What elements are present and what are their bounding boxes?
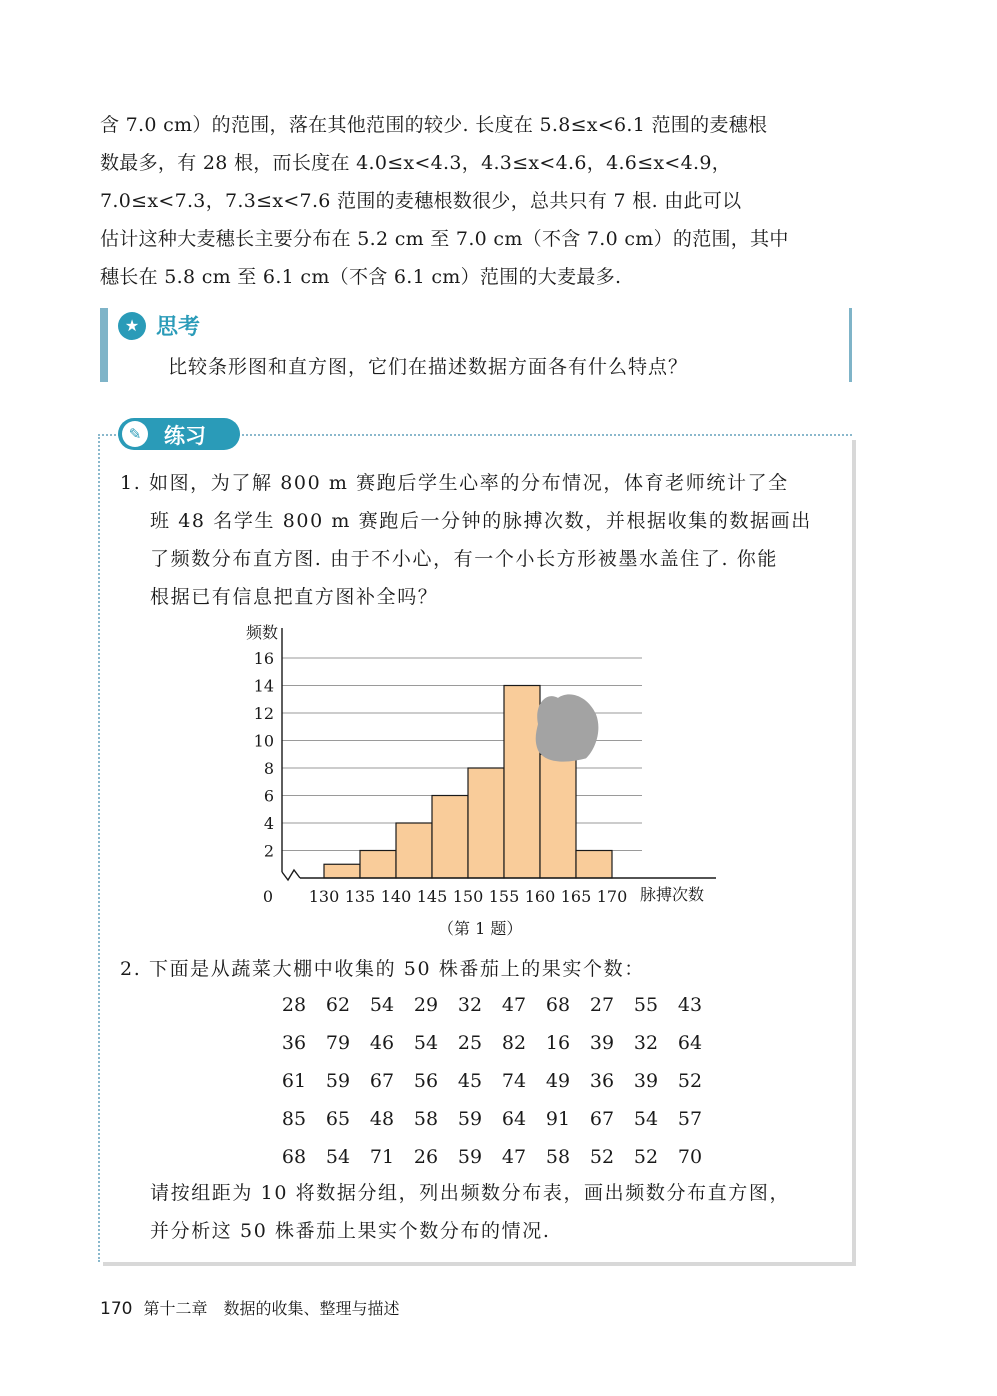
- y-tick-label: 10: [253, 731, 274, 751]
- paragraph-line: 数最多，有 28 根，而长度在 4.0≤x<4.3，4.3≤x<4.6，4.6≤x<4.9，: [100, 152, 732, 174]
- number-cell: 26: [413, 1146, 439, 1168]
- think-left-bar: [100, 308, 108, 382]
- number-cell: 57: [677, 1108, 703, 1130]
- number-cell: 68: [281, 1146, 307, 1168]
- number-cell: 64: [677, 1032, 703, 1054]
- number-cell: 54: [325, 1146, 351, 1168]
- histogram-bar: [576, 851, 612, 879]
- number-cell: 82: [501, 1032, 527, 1054]
- exercise-line: 并分析这 50 株番茄上果实个数分布的情况.: [150, 1220, 551, 1242]
- paragraph-line: 穗长在 5.8 cm 至 6.1 cm（不含 6.1 cm）范围的大麦最多.: [100, 266, 622, 288]
- number-cell: 54: [369, 994, 395, 1016]
- exercise-line: 请按组距为 10 将数据分组，列出频数分布表，画出频数分布直方图，: [150, 1182, 791, 1204]
- number-cell: 54: [633, 1108, 659, 1130]
- number-cell: 65: [325, 1108, 351, 1130]
- number-cell: 16: [545, 1032, 571, 1054]
- number-cell: 62: [325, 994, 351, 1016]
- histogram-bar: [324, 864, 360, 878]
- exercise-line: 了频数分布直方图. 由于不小心，有一个小长方形被墨水盖住了. 你能: [150, 548, 778, 570]
- numbers-row: [272, 1100, 712, 1138]
- number-cell: 61: [281, 1070, 307, 1092]
- origin-label: 0: [262, 887, 274, 906]
- histogram-bar: [432, 796, 468, 879]
- page-number: 170: [100, 1299, 133, 1319]
- number-cell: 79: [325, 1032, 351, 1054]
- exercise-line: 1. 如图，为了解 800 m 赛跑后学生心率的分布情况，体育老师统计了全: [120, 472, 789, 494]
- axis-break: [282, 870, 300, 880]
- x-tick-label: 145: [416, 887, 448, 906]
- chapter-title: 第十二章 数据的收集、整理与描述: [143, 1299, 400, 1318]
- number-cell: 47: [501, 1146, 527, 1168]
- number-cell: 74: [501, 1070, 527, 1092]
- number-cell: 46: [369, 1032, 395, 1054]
- y-tick-label: 16: [253, 649, 274, 668]
- think-box: [100, 308, 852, 382]
- number-cell: 49: [545, 1070, 571, 1092]
- number-cell: 32: [633, 1032, 659, 1054]
- numbers-row: [272, 1138, 712, 1176]
- paragraph-line: 含 7.0 cm）的范围，落在其他范围的较少. 长度在 5.8≤x<6.1 范围的麦穗根: [100, 114, 768, 136]
- number-cell: 39: [633, 1070, 659, 1092]
- figure-caption: （第 1 题）: [438, 919, 523, 938]
- numbers-row: [272, 1062, 712, 1100]
- x-tick-label: 165: [560, 887, 592, 906]
- histogram-bar: [360, 851, 396, 879]
- number-cell: 68: [545, 994, 571, 1016]
- number-cell: 59: [325, 1070, 351, 1092]
- histogram-chart: [230, 620, 730, 924]
- number-cell: 59: [457, 1108, 483, 1130]
- number-cell: 52: [633, 1146, 659, 1168]
- number-cell: 45: [457, 1070, 483, 1092]
- lightbulb-icon: ★: [118, 312, 146, 340]
- number-cell: 28: [281, 994, 307, 1016]
- x-tick-label: 130: [308, 887, 340, 906]
- practice-tab: [118, 418, 240, 450]
- number-cell: 25: [457, 1032, 483, 1054]
- number-cell: 56: [413, 1070, 439, 1092]
- x-tick-label: 150: [452, 887, 484, 906]
- paragraph-line: 7.0≤x<7.3，7.3≤x<7.6 范围的麦穗根数很少，总共只有 7 根. 由此可以: [100, 190, 742, 212]
- think-title: 思考: [156, 315, 201, 340]
- exercise-line: 根据已有信息把直方图补全吗？: [150, 586, 439, 608]
- numbers-row: [272, 986, 712, 1024]
- ink-blot: [536, 694, 599, 761]
- practice-title: 练习: [164, 424, 206, 448]
- numbers-row: [272, 1024, 712, 1062]
- y-axis-label: 频数: [245, 623, 278, 642]
- x-axis-label: 脉搏次数: [640, 885, 705, 904]
- y-tick-label: 12: [253, 704, 274, 723]
- number-cell: 70: [677, 1146, 703, 1168]
- exercise-2-intro: 2. 下面是从蔬菜大棚中收集的 50 株番茄上的果实个数：: [120, 958, 645, 980]
- y-tick-label: 2: [263, 841, 274, 861]
- y-tick-label: 6: [263, 786, 274, 806]
- exercise-1: [120, 464, 812, 616]
- number-cell: 52: [677, 1070, 703, 1092]
- number-cell: 58: [545, 1146, 571, 1168]
- number-cell: 58: [413, 1108, 439, 1130]
- number-cell: 27: [589, 994, 615, 1016]
- number-cell: 36: [281, 1032, 307, 1054]
- y-tick-label: 14: [253, 676, 274, 696]
- number-cell: 48: [369, 1108, 395, 1130]
- number-cell: 52: [589, 1146, 615, 1168]
- number-cell: 47: [501, 994, 527, 1016]
- histogram-bar: [396, 823, 432, 878]
- number-cell: 67: [369, 1070, 395, 1092]
- number-cell: 54: [413, 1032, 439, 1054]
- number-cell: 71: [369, 1146, 395, 1168]
- page-footer: [100, 1296, 400, 1319]
- number-cell: 85: [281, 1108, 307, 1130]
- x-tick-label: 135: [344, 887, 376, 906]
- y-tick-label: 4: [263, 814, 274, 833]
- histogram-bar: [504, 686, 540, 879]
- think-question: 比较条形图和直方图，它们在描述数据方面各有什么特点？: [168, 356, 689, 378]
- think-right-bar: [849, 308, 852, 382]
- histogram-bar: [468, 768, 504, 878]
- number-cell: 36: [589, 1070, 615, 1092]
- number-cell: 91: [545, 1108, 571, 1130]
- number-cell: 59: [457, 1146, 483, 1168]
- paragraph-line: 估计这种大麦穗长主要分布在 5.2 cm 至 7.0 cm（不含 7.0 cm）的范围，其中: [100, 228, 789, 250]
- number-cell: 64: [501, 1108, 527, 1130]
- exercise-line: 班 48 名学生 800 m 赛跑后一分钟的脉搏次数，并根据收集的数据画出: [150, 510, 812, 532]
- exercise-2-tail: [150, 1174, 790, 1250]
- numbers-table: [272, 986, 712, 1176]
- number-cell: 29: [413, 994, 439, 1016]
- number-cell: 39: [589, 1032, 615, 1054]
- number-cell: 55: [633, 994, 659, 1016]
- number-cell: 43: [677, 994, 703, 1016]
- y-tick-label: 8: [263, 759, 274, 778]
- number-cell: 32: [457, 994, 483, 1016]
- x-tick-label: 140: [380, 887, 412, 906]
- number-cell: 67: [589, 1108, 615, 1130]
- x-tick-label: 170: [596, 887, 628, 906]
- x-tick-label: 160: [524, 887, 556, 906]
- body-paragraph: [100, 106, 789, 296]
- pen-icon: ✎: [122, 421, 148, 447]
- x-tick-label: 155: [488, 887, 520, 906]
- histogram-bar: [540, 754, 576, 878]
